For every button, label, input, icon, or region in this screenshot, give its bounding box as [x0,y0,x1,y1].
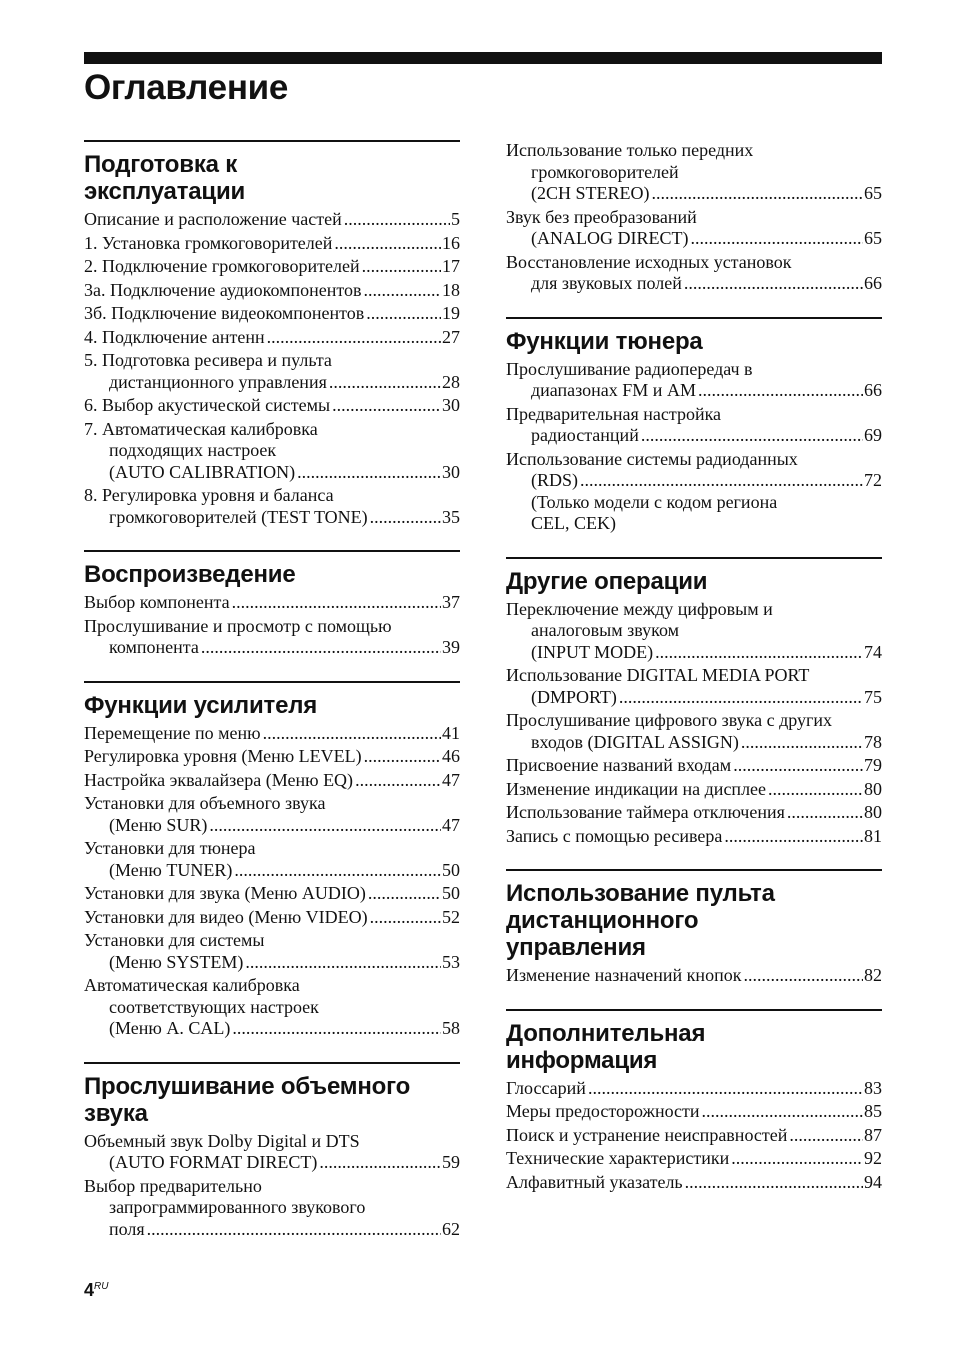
toc-entry-text: (AUTO CALIBRATION) [109,461,296,482]
toc-entry[interactable] [84,723,460,745]
toc-entry-leader-line [506,470,882,492]
page-number-value: 4 [84,1280,95,1300]
toc-entry-leader-line [84,883,460,905]
toc-entry[interactable] [84,616,460,659]
toc-entry-text: компонента [109,637,199,657]
section-title-line: Функции усилителя [84,691,318,719]
toc-entry-text: 4. Подключение антенн [84,326,265,347]
toc-entry-text: Выбор предварительно [84,1175,262,1196]
toc-entry-text: дистанционного управления [109,371,327,392]
toc-entry-page-number: 47 [442,769,460,790]
toc-section [84,681,460,1040]
toc-entry-page-number: 27 [442,326,460,347]
toc-entry-leader-line [84,462,460,484]
dot-leader [741,732,863,754]
dot-leader [743,965,863,987]
dot-leader [267,327,441,349]
toc-entry-leader-line [84,395,460,417]
section-divider [506,869,882,871]
section-title-line: Дополнительная [506,1019,706,1047]
toc-entry-list [84,209,460,528]
section-title-line: звука [84,1099,148,1127]
toc-entry[interactable] [84,350,460,393]
toc-entry-list [506,965,882,987]
section-title-line: Подготовка к [84,151,238,178]
dot-leader [329,372,441,394]
toc-entry-page-number: 30 [442,461,460,482]
toc-right-column [506,140,882,1195]
toc-entry-text: громкоговорителей [531,161,679,182]
toc-entry-leader-line [84,637,460,659]
toc-entry-list [506,140,882,295]
section-title [506,880,882,961]
toc-entry[interactable] [84,793,460,836]
toc-entry-page-number: 65 [864,183,882,203]
toc-entry-list [84,723,460,1040]
toc-left-column [84,140,460,1242]
dot-leader [368,883,441,905]
section-title [84,561,460,588]
dot-leader [685,1172,863,1194]
toc-entry-page-number: 69 [864,425,882,445]
toc-entry-leader-line [506,425,882,447]
section-title-line: Использование пульта [506,880,775,907]
toc-entry-page-number: 41 [442,722,460,743]
toc-entry-leader-line [506,183,882,205]
dot-leader [652,183,864,205]
top-rule [84,52,882,64]
toc-entry[interactable] [506,404,882,447]
toc-entry-page-number: 62 [442,1218,460,1239]
toc-entry-page-number: 18 [442,279,460,300]
toc-entry-leader-line [506,1078,882,1100]
toc-entry-page-number: 65 [864,228,882,248]
toc-entry-leader-line [506,755,882,777]
dot-leader [724,826,863,848]
toc-entry[interactable] [84,592,460,614]
toc-entry[interactable] [506,1172,882,1194]
toc-section [506,317,882,535]
toc-entry-text: (DMPORT) [531,686,617,707]
toc-entry-page-number: 92 [864,1148,882,1168]
toc-entry-leader-line [84,256,460,278]
dot-leader [232,592,441,614]
dot-leader [344,209,450,231]
toc-entry-text: Автоматическая калибровка [84,975,300,995]
toc-entry-page-number: 28 [442,371,460,392]
toc-entry-page-number: 85 [864,1101,882,1121]
toc-entry[interactable] [84,770,460,792]
dot-leader [334,233,441,255]
toc-entry-leader-line [506,642,882,664]
dot-leader [655,642,863,664]
toc-entry-leader-line [506,228,882,250]
toc-entry-text: Меры предосторожности [506,1101,700,1121]
toc-entry-page-number: 16 [442,232,460,253]
toc-entry-leader-line [506,1172,882,1194]
toc-section [84,550,460,659]
toc-entry-text: (Меню SYSTEM) [109,951,244,972]
toc-entry-page-number: 17 [442,256,460,276]
toc-entry-text: Установки для тюнера [84,838,256,858]
toc-entry-page-number: 94 [864,1171,882,1192]
toc-entry-text: Прослушивание и просмотр с помощью [84,615,392,636]
toc-entry[interactable] [84,838,460,881]
section-title-line: Воспроизведение [84,561,296,588]
toc-entry[interactable] [84,907,460,929]
toc-entry-text: Изменение назначений кнопок [506,965,742,985]
dot-leader [789,1125,863,1147]
toc-entry-page-number: 83 [864,1077,882,1098]
toc-entry-page-number: 80 [864,802,882,822]
section-divider [84,681,460,683]
toc-entry[interactable] [506,1125,882,1147]
toc-entry-text: (2CH STEREO) [531,183,650,203]
dot-leader [366,303,441,325]
toc-entry-page-number: 66 [864,273,882,293]
toc-section [84,140,460,528]
toc-entry-leader-line [84,372,460,394]
toc-entry[interactable] [506,755,882,777]
toc-entry[interactable] [84,746,460,768]
toc-entry-text: Прослушивание радиопередач в [506,358,753,379]
toc-entry-text: 1. Установка громкоговорителей [84,232,333,253]
section-title [84,1073,460,1127]
toc-entry-page-number: 50 [442,859,460,880]
toc-entry-text: Запись с помощью ресивера [506,825,723,846]
toc-entry-text: 5. Подготовка ресивера и пульта [84,350,332,370]
toc-entry[interactable] [84,395,460,417]
toc-entry[interactable] [506,359,882,402]
toc-entry-page-number: 74 [864,641,882,662]
toc-entry[interactable] [506,665,882,708]
toc-entry-leader-line [506,1148,882,1170]
toc-entry-leader-line [84,952,460,974]
toc-entry[interactable] [84,485,460,528]
toc-entry-text: Установки для системы [84,930,265,950]
section-title [84,151,460,205]
dot-leader [234,860,441,882]
toc-entry[interactable] [84,1176,460,1241]
section-divider [84,140,460,142]
toc-entry-page-number: 53 [442,951,460,972]
toc-entry-leader-line [84,770,460,792]
toc-entry-leader-line [506,687,882,709]
toc-entry-leader-line [84,815,460,837]
section-title-line: информация [506,1046,658,1074]
toc-entry-leader-line [84,1219,460,1241]
page-number-suffix: RU [94,1281,109,1292]
toc-entry-text: запрограммированного звукового [109,1197,366,1217]
toc-entry[interactable] [84,233,460,255]
section-title-line: Другие операции [506,567,708,595]
toc-entry-text: Присвоение названий входам [506,755,732,775]
toc-entry-page-number: 58 [442,1018,460,1038]
toc-entry-text: (INPUT MODE) [531,641,654,662]
toc-entry-page-number: 72 [864,470,882,490]
toc-entry-page-number: 46 [442,746,460,766]
toc-entry-text: подходящих настроек [109,440,277,460]
toc-entry-text: Перемещение по меню [84,722,261,743]
toc-entry-leader-line [84,209,460,231]
toc-entry-text: для звуковых полей [531,273,682,293]
toc-entry-text: Прослушивание цифрового звука с других [506,710,833,730]
toc-entry[interactable] [506,710,882,753]
toc-section [506,557,882,848]
dot-leader [201,637,441,659]
toc-entry-page-number: 59 [442,1152,460,1172]
toc-entry-leader-line [84,860,460,882]
toc-entry-leader-line [84,907,460,929]
toc-entry-text: диапазонах FM и AM [531,380,696,400]
section-title-line: эксплуатации [84,178,246,205]
toc-entry[interactable] [506,1101,882,1123]
section-divider [506,1009,882,1011]
toc-entry-text: Звук без преобразований [506,206,697,227]
toc-entry-page-number: 82 [864,965,882,985]
section-title-line: дистанционного [506,907,699,934]
toc-entry-leader-line [506,1125,882,1147]
toc-entry-page-number: 39 [442,637,460,657]
dot-leader [731,1148,863,1170]
toc-entry-text: соответствующих настроек [109,996,319,1017]
toc-entry-text: 6. Выбор акустической системы [84,395,331,415]
toc-entry[interactable] [506,965,882,987]
dot-leader [733,755,863,777]
toc-entry[interactable] [506,140,882,205]
toc-entry-text: 7. Автоматическая калибровка [84,418,318,439]
toc-entry-text: Установки для видео (Меню VIDEO) [84,906,368,927]
dot-leader [619,687,863,709]
toc-entry-leader-line [506,380,882,402]
toc-entry-text: Установки для объемного звука [84,793,326,813]
toc-entry[interactable] [84,930,460,973]
dot-leader [147,1219,441,1241]
toc-entry-text: Регулировка уровня (Меню LEVEL) [84,746,362,766]
toc-entry-text: 8. Регулировка уровня и баланса [84,485,334,505]
toc-entry-text: Установки для звука (Меню AUDIO) [84,883,366,903]
toc-entry-text: (Меню A. CAL) [109,1018,231,1038]
dot-leader [768,779,863,801]
section-title-line: управления [506,934,646,961]
toc-entry-page-number: 19 [442,303,460,323]
toc-section [506,140,882,295]
toc-entry-leader-line [84,303,460,325]
toc-entry[interactable] [506,779,882,801]
toc-entry-leader-line [84,723,460,745]
dot-leader [232,1018,441,1040]
toc-entry-text: Переключение между цифровым и [506,598,773,619]
dot-leader [690,228,863,250]
toc-entry-leader-line [506,732,882,754]
toc-entry[interactable] [506,802,882,824]
toc-entry-page-number: 5 [451,209,460,229]
toc-entry-text: 3б. Подключение видеокомпонентов [84,303,365,323]
toc-entry[interactable] [84,327,460,349]
toc-entry-text: аналоговым звуком [531,620,680,640]
toc-entry-leader-line [84,746,460,768]
toc-entry-text: Технические характеристики [506,1148,730,1168]
dot-leader [702,1101,863,1123]
toc-entry[interactable] [506,449,882,535]
toc-entry[interactable] [506,207,882,250]
toc-entry-text: Изменение индикации на дисплее [506,778,767,799]
toc-entry-leader-line [506,1101,882,1123]
toc-entry-text: Объемный звук Dolby Digital и DTS [84,1130,360,1151]
toc-entry-leader-line [84,1152,460,1174]
section-title [506,568,882,595]
dot-leader [362,256,441,278]
section-divider [506,557,882,559]
dot-leader [364,280,441,302]
dot-leader [297,462,441,484]
toc-entry-text: Глоссарий [506,1077,586,1098]
toc-entry[interactable] [84,883,460,905]
toc-entry[interactable] [84,975,460,1040]
toc-entry-page-number: 75 [864,686,882,707]
dot-leader [370,507,441,529]
toc-entry-leader-line [84,1018,460,1040]
toc-entry-page-number: 87 [864,1124,882,1145]
toc-entry[interactable] [506,1148,882,1170]
toc-entry-text: Использование только передних [506,140,754,160]
toc-entry[interactable] [84,209,460,231]
toc-entry-text: входов (DIGITAL ASSIGN) [531,731,739,752]
section-divider [506,317,882,319]
toc-entry-text: Поиск и устранение неисправностей [506,1124,788,1145]
dot-leader [355,770,441,792]
dot-leader [684,273,863,295]
toc-entry-page-number: 81 [864,825,882,846]
section-title [506,1020,882,1074]
section-divider [84,1062,460,1064]
dot-leader [641,425,863,447]
toc-entry-text: (Меню SUR) [109,814,208,835]
dot-leader [364,746,441,768]
toc-entry-text: 2. Подключение громкоговорителей [84,256,360,276]
toc-entry-text: Использование таймера отключения [506,802,785,822]
toc-entry-list [506,599,882,848]
toc-entry[interactable] [506,252,882,295]
toc-entry-leader-line [84,280,460,302]
dot-leader [588,1078,863,1100]
toc-entry[interactable] [506,1078,882,1100]
toc-entry[interactable] [84,280,460,302]
toc-entry-text: Предварительная настройка [506,403,722,424]
toc-entry[interactable] [84,419,460,484]
section-title [84,692,460,719]
section-title [506,328,882,355]
toc-entry-leader-line [506,779,882,801]
toc-section [84,1062,460,1241]
toc-entry-page-number: 52 [442,906,460,927]
toc-entry-list [506,1078,882,1194]
toc-entry-note: CEL, CEK) [531,513,616,533]
toc-entry-page-number: 79 [864,755,882,775]
toc-entry-page-number: 35 [442,506,460,527]
toc-entry-list [84,1131,460,1241]
toc-entry[interactable] [84,256,460,278]
toc-entry-leader-line [84,327,460,349]
toc-entry-leader-line [506,802,882,824]
toc-entry-text: Восстановление исходных установок [506,251,792,272]
section-title-line: Прослушивание объемного [84,1072,411,1100]
dot-leader [787,802,863,824]
toc-entry-text: радиостанций [531,425,639,445]
toc-entry-page-number: 30 [442,395,460,415]
toc-entry-text: Алфавитный указатель [506,1171,683,1192]
toc-section [506,869,882,987]
toc-entry-text: Выбор компонента [84,592,230,612]
toc-entry-text: (ANALOG DIRECT) [531,228,689,248]
toc-entry-leader-line [506,826,882,848]
toc-entry-text: 3а. Подключение аудиокомпонентов [84,279,362,300]
toc-entry-text: Настройка эквалайзера (Меню EQ) [84,769,354,790]
page-title: Оглавление [84,68,289,107]
toc-entry-text: поля [109,1218,145,1239]
toc-entry-page-number: 50 [442,883,460,903]
dot-leader [319,1152,441,1174]
dot-leader [580,470,863,492]
toc-entry[interactable] [84,1131,460,1174]
toc-entry[interactable] [84,303,460,325]
toc-section [506,1009,882,1194]
dot-leader [698,380,863,402]
toc-entry-leader-line [84,507,460,529]
toc-entry-text: Использование DIGITAL MEDIA PORT [506,665,810,685]
dot-leader [245,952,441,974]
toc-entry-text: (RDS) [531,470,579,490]
toc-entry-leader-line [84,592,460,614]
toc-entry-text: (Меню TUNER) [109,859,233,880]
toc-entry-leader-line [506,965,882,987]
section-title-line: Функции тюнера [506,327,703,355]
toc-entry-text: громкоговорителей (TEST TONE) [109,506,368,527]
toc-entry[interactable] [506,599,882,664]
dot-leader [209,815,441,837]
dot-leader [370,907,441,929]
toc-entry-text: Использование системы радиоданных [506,448,798,469]
toc-entry-text: (AUTO FORMAT DIRECT) [109,1152,318,1172]
page-number [84,1280,108,1301]
section-divider [84,550,460,552]
toc-entry-page-number: 37 [442,592,460,612]
dot-leader [263,723,441,745]
toc-entry-list [506,359,882,535]
toc-entry-note: (Только модели с кодом региона [531,491,778,512]
toc-entry-leader-line [506,273,882,295]
toc-entry-list [84,592,460,659]
toc-entry-leader-line [84,233,460,255]
toc-entry[interactable] [506,826,882,848]
toc-entry-text: Описание и расположение частей [84,209,342,229]
toc-entry-page-number: 80 [864,778,882,799]
toc-entry-page-number: 78 [864,731,882,752]
toc-entry-page-number: 66 [864,380,882,400]
dot-leader [332,395,441,417]
toc-entry-page-number: 47 [442,814,460,835]
